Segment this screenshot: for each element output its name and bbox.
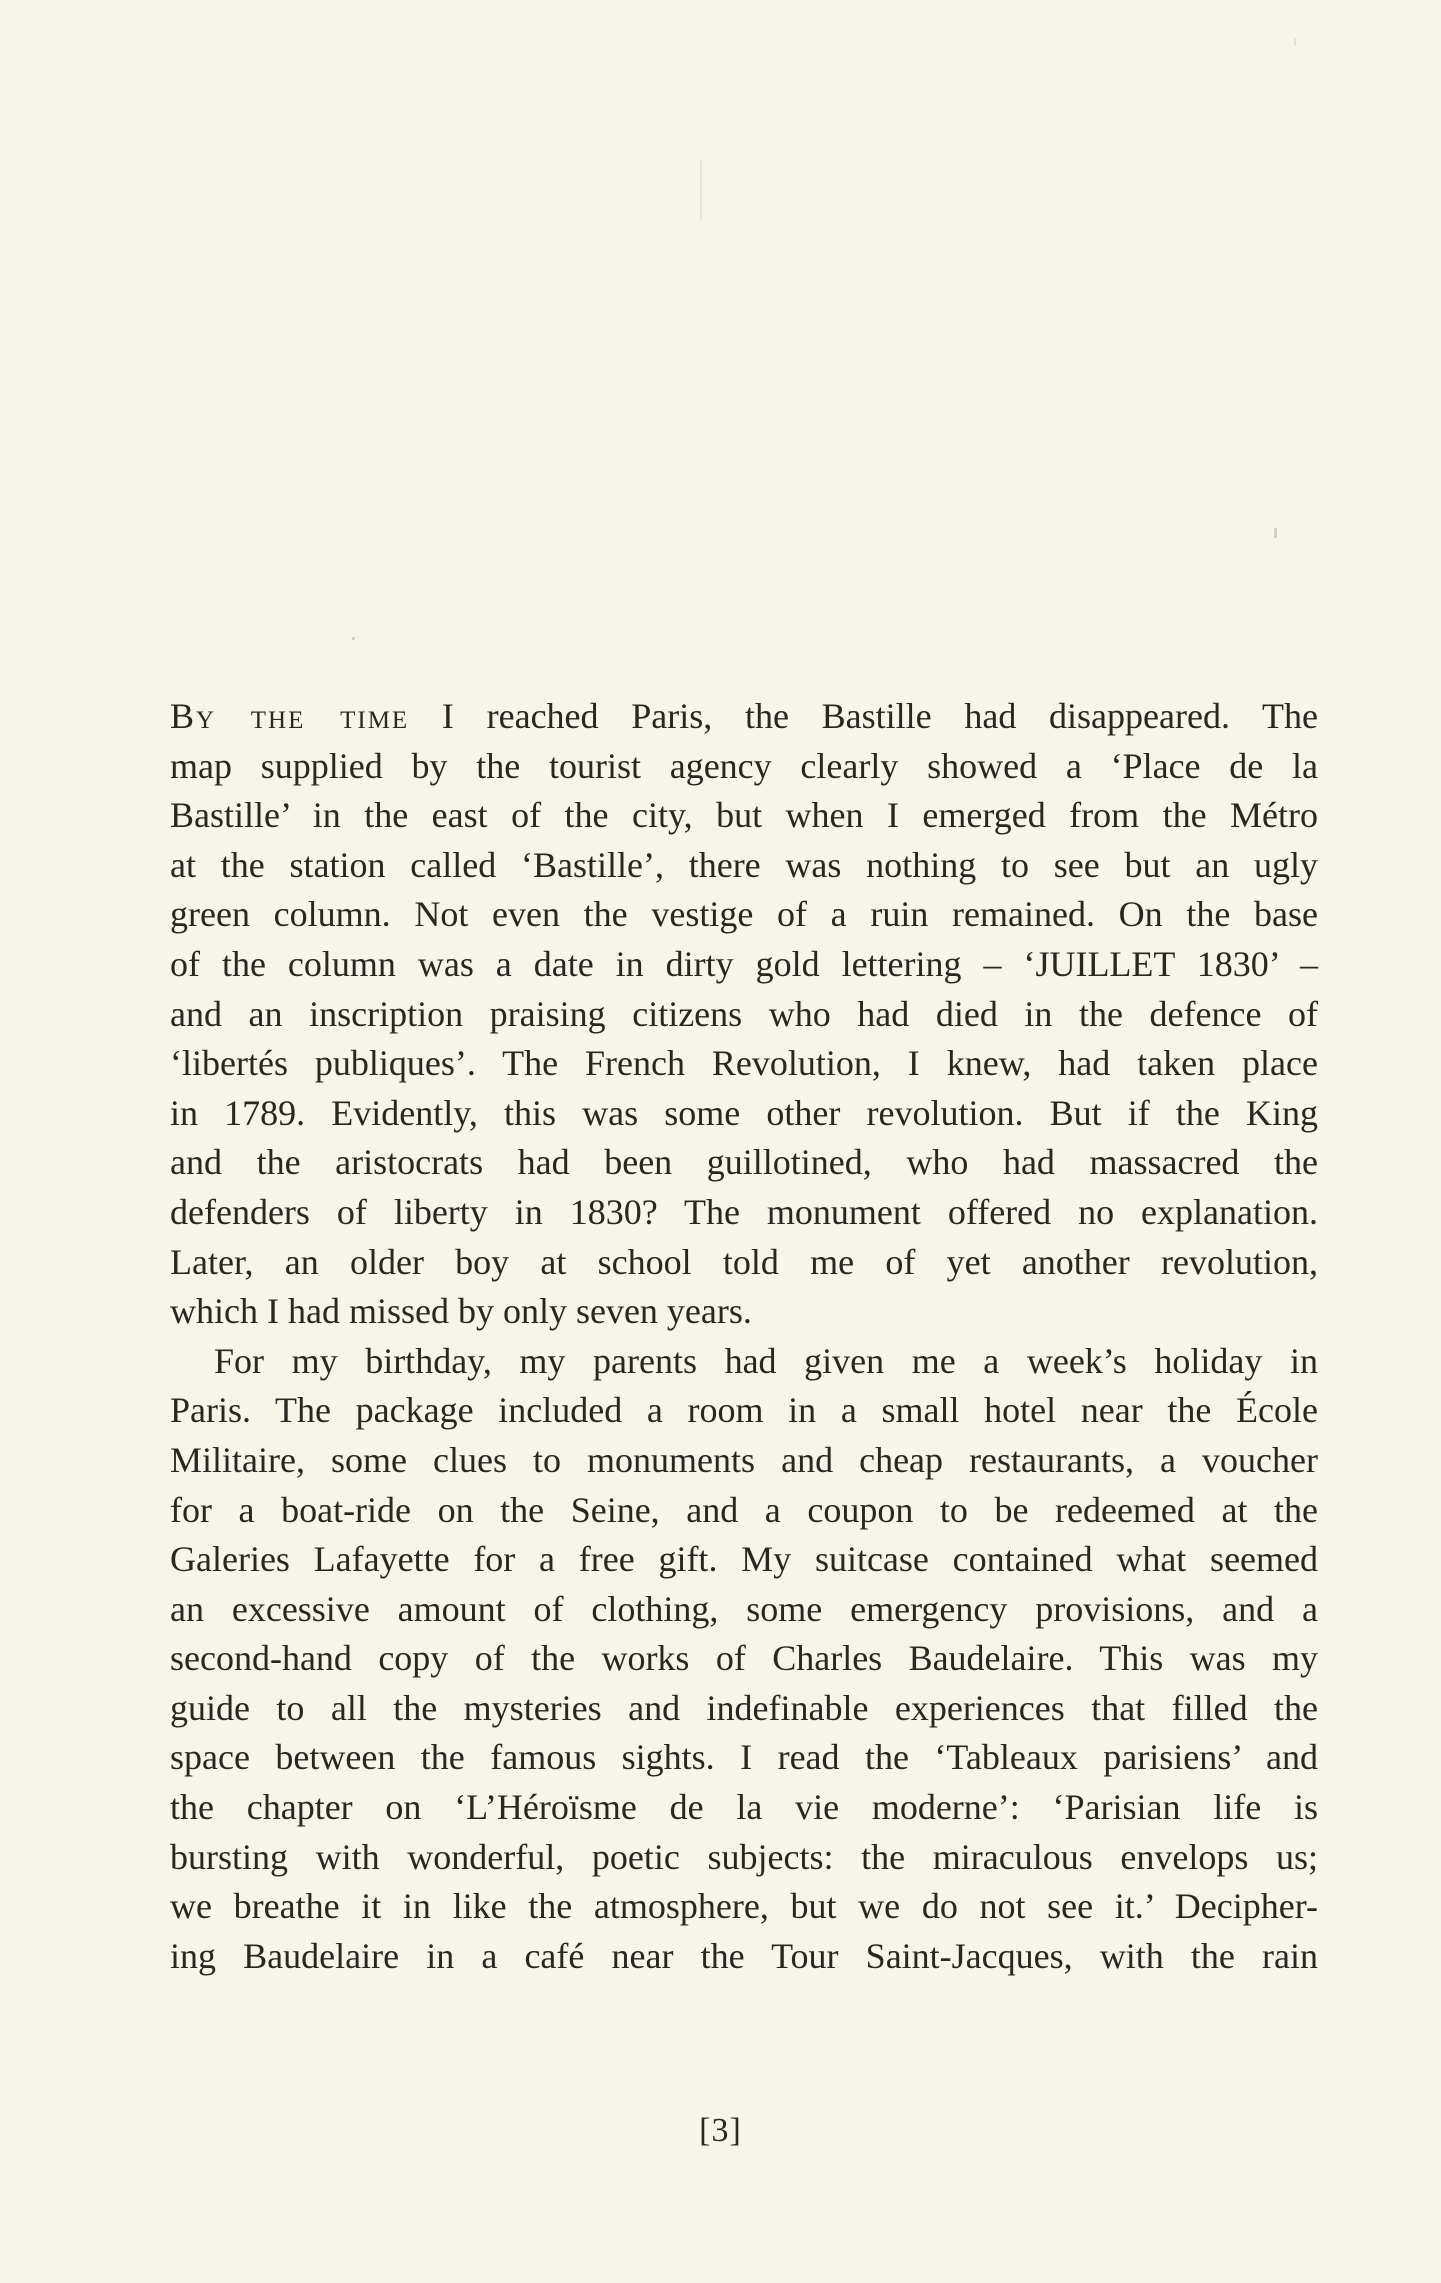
- text-line: space between the famous sights. I read the ‘Tableaux parisiens’ and: [170, 1737, 1318, 1778]
- text-line: we breathe it in like the atmosphere, but we do not see it.’ Decipher-: [170, 1886, 1318, 1927]
- text-line: bursting with wonderful, poetic subjects: the miraculous envelops us;: [170, 1836, 1318, 1877]
- text-line: Bastille’ in the east of the city, but when I emerged from the Métro: [170, 795, 1318, 836]
- paper-speck: [1294, 38, 1296, 46]
- opening-small-caps: By the time: [170, 696, 410, 736]
- text-line: and an inscription praising citizens who had died in the defence of: [170, 993, 1318, 1034]
- paper-speck: [352, 637, 355, 640]
- text-line: for a boat-ride on the Seine, and a coupon to be redeemed at the: [170, 1489, 1318, 1530]
- page-number: [3]: [699, 2112, 742, 2149]
- text-line: guide to all the mysteries and indefinable experiences that filled the: [170, 1687, 1318, 1728]
- text-line: Militaire, some clues to monuments and cheap restaurants, a voucher: [170, 1439, 1318, 1480]
- text-line: green column. Not even the vestige of a ruin remained. On the base: [170, 894, 1318, 935]
- text-line: an excessive amount of clothing, some emergency provisions, and a: [170, 1588, 1318, 1629]
- text-line: ing Baudelaire in a café near the Tour Saint-Jacques, with the rain: [170, 1935, 1318, 1976]
- text-line: ‘libertés publiques’. The French Revolution, I knew, had taken place: [170, 1043, 1318, 1084]
- text-line: For my birthday, my parents had given me a week’s holiday in: [214, 1340, 1318, 1381]
- text-line: in 1789. Evidently, this was some other revolution. But if the King: [170, 1092, 1318, 1133]
- body-text: [170, 692, 1318, 1981]
- text-line: and the aristocrats had been guillotined, who had massacred the: [170, 1142, 1318, 1183]
- text-line: By the time I reached Paris, the Bastille had disappeared. The: [170, 696, 1318, 736]
- text-line: Galeries Lafayette for a free gift. My suitcase contained what seemed: [170, 1539, 1318, 1580]
- text-line: Paris. The package included a room in a small hotel near the École: [170, 1390, 1318, 1431]
- text-line: second-hand copy of the works of Charles Baudelaire. This was my: [170, 1638, 1318, 1679]
- text-line: defenders of liberty in 1830? The monument offered no explanation.: [170, 1191, 1318, 1232]
- paper-speck: [1274, 528, 1277, 538]
- text-line: at the station called ‘Bastille’, there was nothing to see but an ugly: [170, 844, 1318, 885]
- text-line: of the column was a date in dirty gold lettering – ‘JUILLET 1830’ –: [170, 943, 1318, 984]
- text-line: which I had missed by only seven years.: [170, 1291, 752, 1332]
- text-line: map supplied by the tourist agency clearly showed a ‘Place de la: [170, 745, 1318, 786]
- text-line: Later, an older boy at school told me of yet another revolution,: [170, 1241, 1318, 1282]
- text-line: the chapter on ‘L’Héroïsme de la vie moderne’: ‘Parisian life is: [170, 1787, 1318, 1828]
- paper-speck: [700, 160, 702, 220]
